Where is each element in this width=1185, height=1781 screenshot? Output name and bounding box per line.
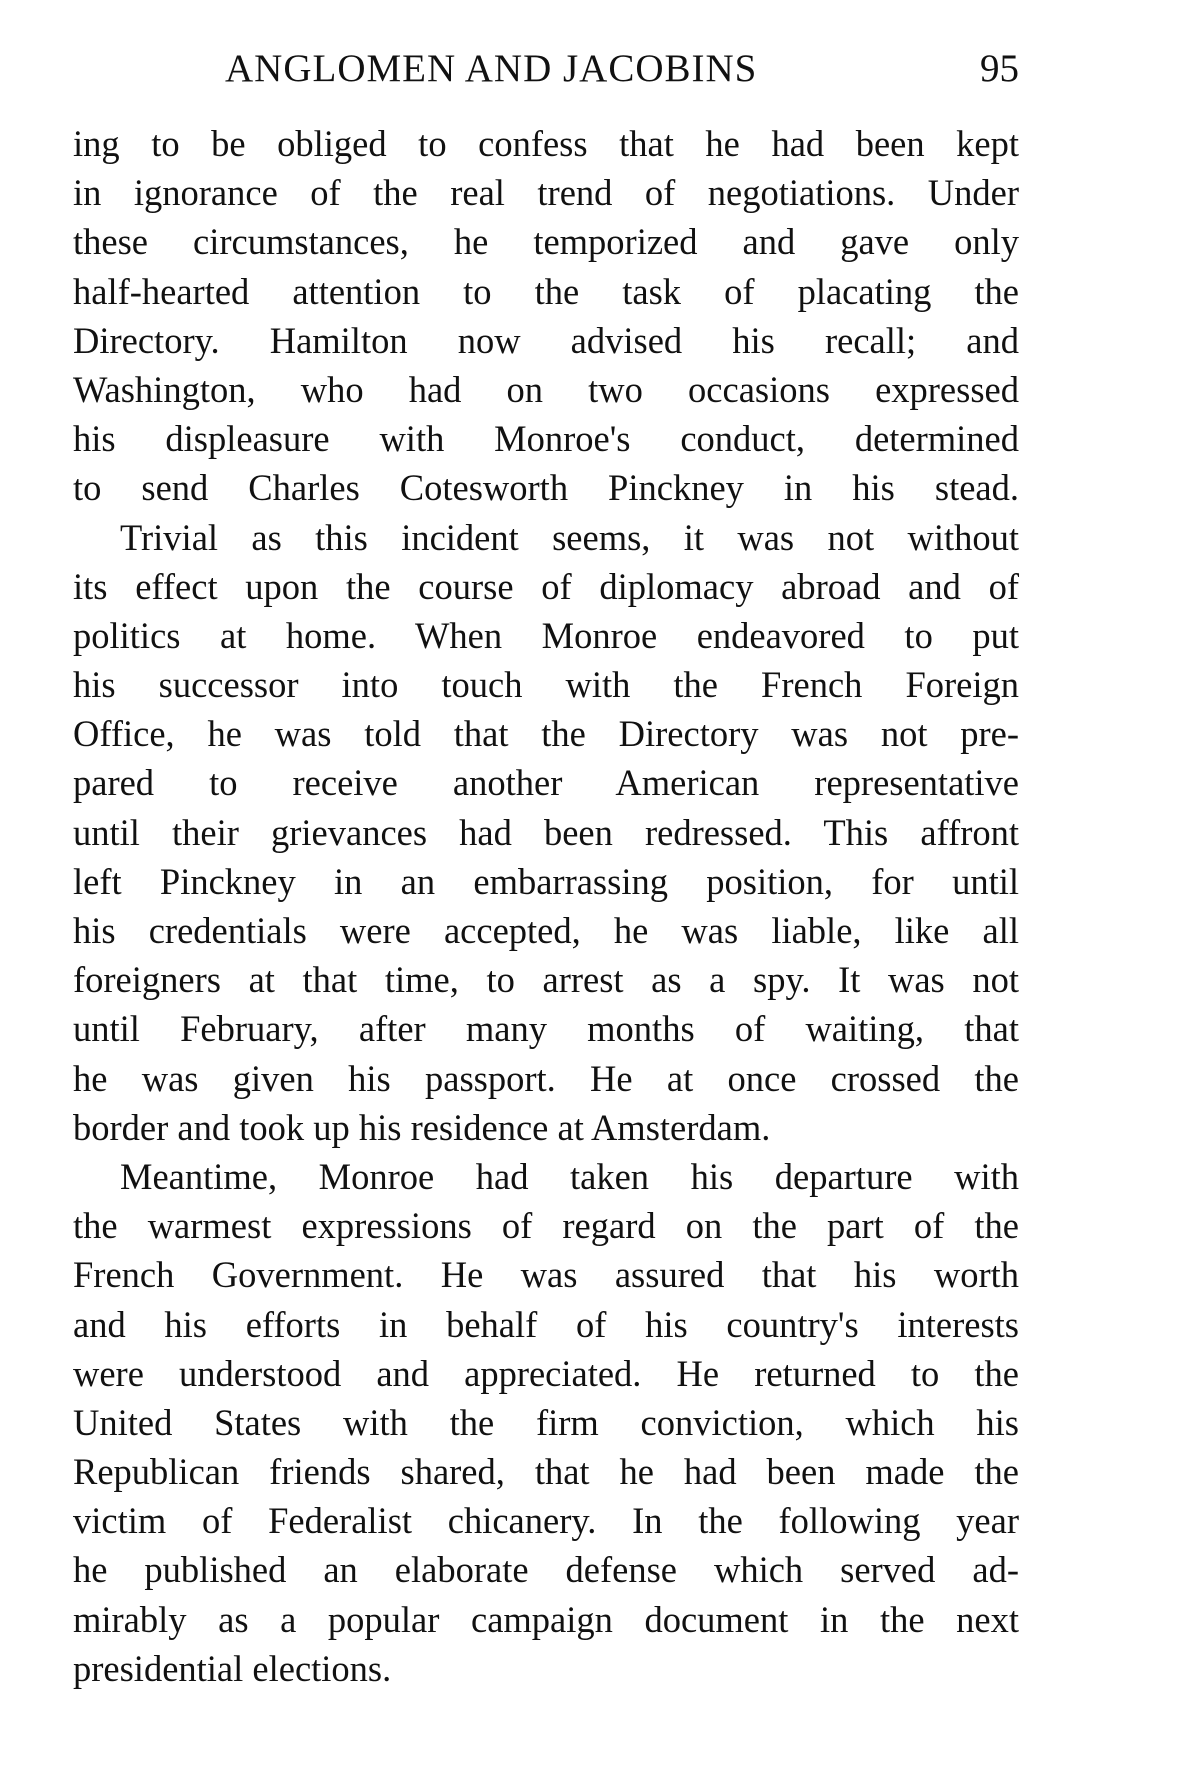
- body-text: [73, 119, 1019, 1693]
- text-line: until February, after many months of waiting, that: [73, 1008, 1019, 1050]
- text-line: mirably as a popular campaign document in the next: [73, 1598, 1019, 1640]
- text-line: his displeasure with Monroe's conduct, determined: [73, 418, 1019, 460]
- text-line: his credentials were accepted, he was liable, like all: [73, 910, 1019, 951]
- running-head: ANGLOMEN AND JACOBINS: [225, 47, 758, 90]
- text-line: presidential elections.: [73, 1647, 392, 1689]
- text-line: ing to be obliged to confess that he had been kept: [73, 123, 1019, 164]
- text-line: in ignorance of the real trend of negotiations. Under: [73, 172, 1019, 214]
- text-line: he was given his passport. He at once crossed the: [73, 1057, 1019, 1099]
- text-line: his successor into touch with the French Foreign: [73, 664, 1019, 706]
- text-line: and his efforts in behalf of his country's interests: [73, 1303, 1019, 1345]
- text-line: French Government. He was assured that his worth: [73, 1254, 1019, 1296]
- text-line: foreigners at that time, to arrest as a spy. It was not: [73, 959, 1019, 1001]
- text-line: Directory. Hamilton now advised his recall; and: [73, 319, 1019, 361]
- text-line: border and took up his residence at Amsterdam.: [73, 1106, 771, 1148]
- text-line: left Pinckney in an embarrassing position, for until: [73, 860, 1019, 902]
- text-line: half-hearted attention to the task of placating the: [73, 270, 1019, 312]
- page-header: [73, 42, 1019, 96]
- text-line: until their grievances had been redressed. This affront: [73, 811, 1019, 853]
- text-line: Office, he was told that the Directory was not pre-: [73, 713, 1019, 755]
- text-line: he published an elaborate defense which served ad-: [73, 1549, 1019, 1591]
- text-line: Washington, who had on two occasions expressed: [73, 368, 1019, 410]
- text-line: Republican friends shared, that he had been made the: [73, 1451, 1019, 1493]
- text-line: to send Charles Cotesworth Pinckney in his stead.: [73, 467, 1019, 509]
- text-line: victim of Federalist chicanery. In the following year: [73, 1500, 1019, 1542]
- text-line: these circumstances, he temporized and gave only: [73, 221, 1019, 263]
- text-line: pared to receive another American representative: [73, 762, 1019, 804]
- text-line: politics at home. When Monroe endeavored to put: [73, 614, 1019, 656]
- page-number: 95: [980, 47, 1019, 90]
- text-line: the warmest expressions of regard on the part of the: [73, 1205, 1019, 1247]
- text-line: its effect upon the course of diplomacy abroad and of: [73, 565, 1019, 607]
- text-line: were understood and appreciated. He returned to the: [73, 1352, 1019, 1394]
- text-line: United States with the firm conviction, which his: [73, 1401, 1019, 1443]
- text-line: Trivial as this incident seems, it was not without: [120, 516, 1019, 558]
- text-line: Meantime, Monroe had taken his departure with: [120, 1155, 1019, 1197]
